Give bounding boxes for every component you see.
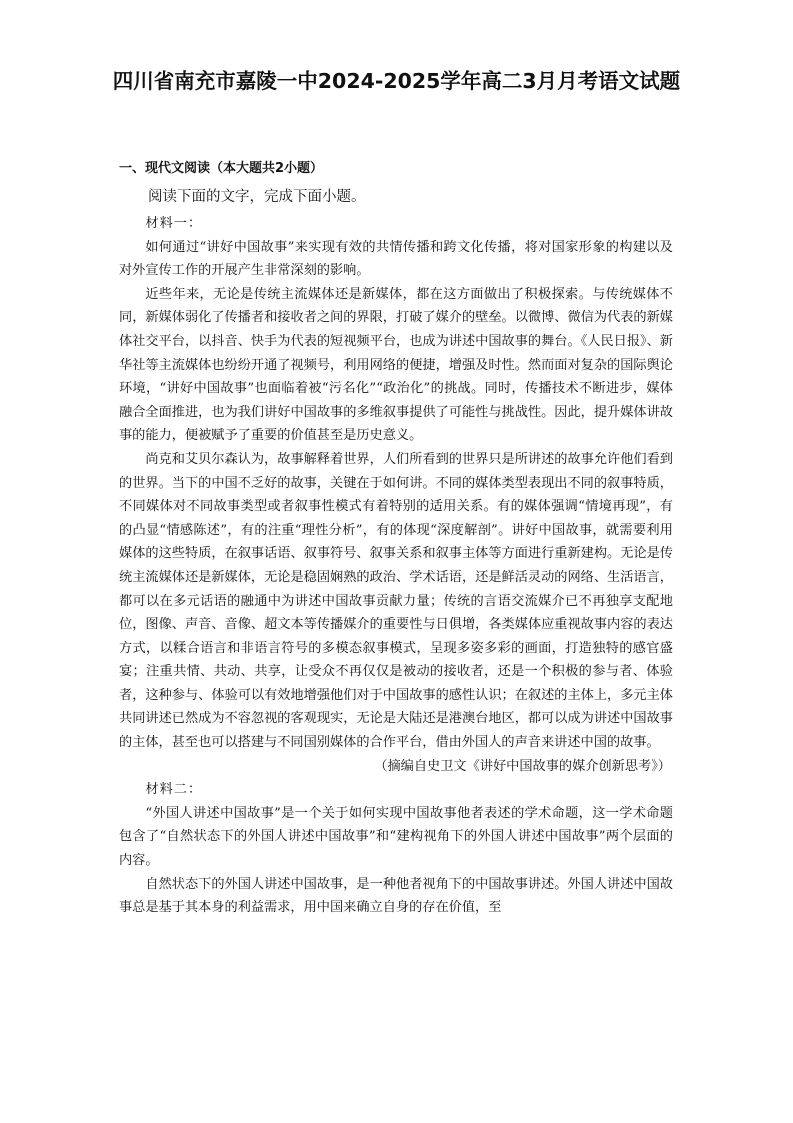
material-one-paragraph: 近些年来，无论是传统主流媒体还是新媒体，都在这方面做出了积极探索。与传统媒体不同，新媒体弱化了传播者和接收者之间的界限，打破了媒介的壁垒。以微博、微信为代表的新媒体社交平台，以抖音、快手为代表的短视频平台，也成为讲述中国故事的舞台。《人民日报》、新华社等主流媒体也纷纷开通了视频号，利用网络的便捷，增强及时性。然而面对复杂的国际舆论环境，“讲好中国故事”也面临着被“污名化”“政治化”的挑战。同时，传播技术不断进步，媒体融合全面推进，也为我们讲好中国故事的多维叙事提供了可能性与挑战性。因此，提升媒体讲故事的能力，便被赋予了重要的价值甚至是历史意义。: [119, 286, 673, 444]
reading-passage: [119, 212, 673, 920]
material-one-label: 材料一：: [145, 216, 203, 231]
material-two-paragraph: 自然状态下的外国人讲述中国故事，是一种他者视角下的中国故事讲述。外国人讲述中国故事总是基于其本身的利益需求，用中国来确立自身的存在价值，至: [119, 876, 673, 916]
material-one-paragraph: 如何通过“讲好中国故事”来实现有效的共情传播和跨文化传播，将对国家形象的构建以及对外宣传工作的开展产生非常深刻的影响。: [119, 239, 673, 279]
reading-instruction: 阅读下面的文字，完成下面小题。: [148, 189, 366, 205]
material-one-source: （摘编自史卫文《讲好中国故事的媒介创新思考》）: [374, 758, 671, 774]
section-heading: 一、现代文阅读（本大题共2小题）: [119, 161, 324, 176]
document-title: 四川省南充市嘉陵一中2024-2025学年高二3月月考语文试题: [112, 69, 681, 93]
material-two-label: 材料二：: [145, 782, 203, 798]
material-one-paragraph: 尚克和艾贝尔森认为，故事解释着世界，人们所看到的世界只是所讲述的故事允许他们看到的世界。当下的中国不乏好的故事，关键在于如何讲。不同的媒体类型表现出不同的叙事特质，不同媒体对不同故事类型或者叙事性模式有着特别的适用关系。有的媒体强调“情境再现”，有的凸显“情感陈述”，有的注重“理性分析”，有的体现“深度解剖”。讲好中国故事，就需要利用媒体的这些特质，在叙事话语、叙事符号、叙事关系和叙事主体等方面进行重新建构。无论是传统主流媒体还是新媒体，无论是稳固娴熟的政治、学术话语，还是鲜活灵动的网络、生活语言，都可以在多元话语的融通中为讲述中国故事贡献力量；传统的言语交流媒介已不再独享支配地位，图像、声音、音像、超文本等传播媒介的重要性与日俱增，各类媒体应重视故事内容的表达方式，以糅合语言和非语言符号的多模态叙事模式，呈现多姿多彩的画面，打造独特的感官盛宴；注重共情、共动、共享，让受众不再仅仅是被动的接收者，还是一个积极的参与者、体验者，这种参与、体验可以有效地增强他们对于中国故事的感性认识；在叙述的主体上，多元主体共同讲述已然成为不容忽视的客观现实，无论是大陆还是港澳台地区，都可以成为讲述中国故事的主体，甚至也可以搭建与不同国别媒体的合作平台，借由外国人的声音来讲述中国的故事。: [119, 451, 673, 751]
material-two-paragraph: “外国人讲述中国故事”是一个关于如何实现中国故事他者表述的学术命题，这一学术命题包含了“自然状态下的外国人讲述中国故事”和“建构视角下的外国人讲述中国故事”两个层面的内容。: [119, 805, 673, 869]
